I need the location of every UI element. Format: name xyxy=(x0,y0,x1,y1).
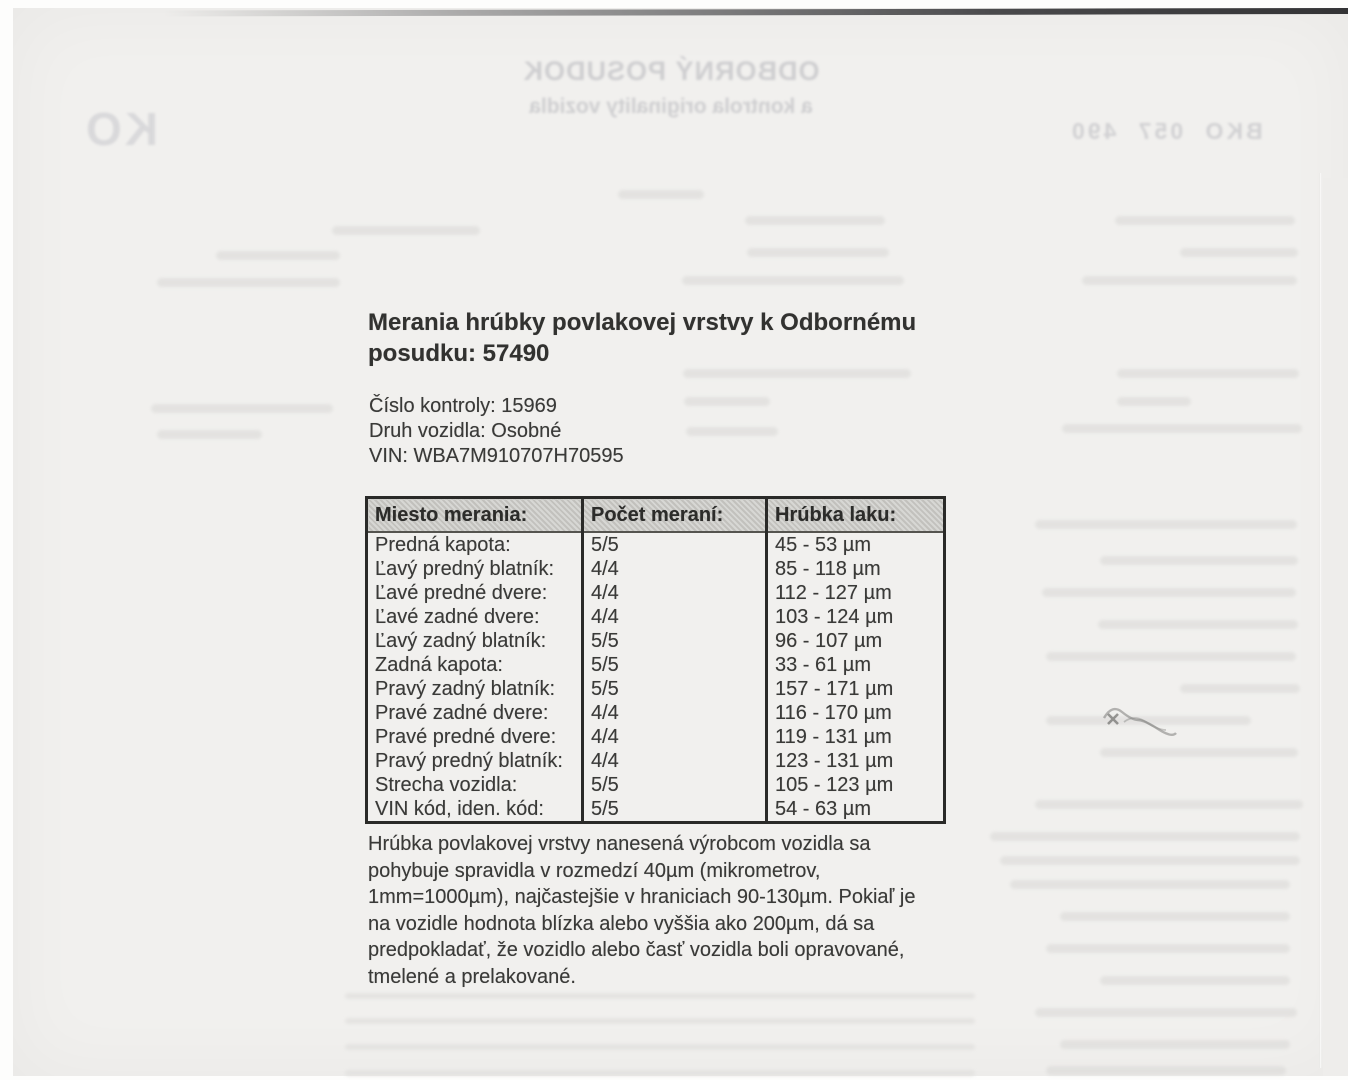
paragraph-line: tmelené a prelakované. xyxy=(368,965,576,988)
ghost-rule xyxy=(345,1044,975,1050)
cell-miesto: Predná kapota: xyxy=(367,532,583,557)
ghost-corner-code: KO xyxy=(83,103,158,155)
cell-hrubka: 103 - 124 µm xyxy=(775,605,894,628)
table-row xyxy=(367,797,945,823)
ghost-heading xyxy=(481,56,861,119)
cell-hrubka: 123 - 131 µm xyxy=(775,749,894,772)
cell-miesto: VIN kód, iden. kód: xyxy=(367,797,583,823)
cell-pocet: 5/5 xyxy=(583,773,767,797)
cell-hrubka: 54 - 63 µm xyxy=(775,797,872,820)
cell-miesto: Pravý predný blatník: xyxy=(367,749,583,773)
cell-pocet: 5/5 xyxy=(583,629,767,653)
cell-pocet: 5/5 xyxy=(583,532,767,557)
ghost-line xyxy=(1035,520,1297,529)
ghost-form-number: BKO 057 490 xyxy=(1069,118,1263,144)
ghost-line xyxy=(1180,684,1300,693)
cell-pocet: 5/5 xyxy=(583,797,767,823)
ghost-line xyxy=(216,251,340,260)
ghost-line xyxy=(151,404,333,413)
scanner-edge-shadow xyxy=(163,8,1348,16)
vehicle-type-line: Druh vozidla: Osobné xyxy=(369,420,562,442)
measurement-table xyxy=(365,496,946,824)
cell-hrubka: 96 - 107 µm xyxy=(775,629,883,652)
ghost-line xyxy=(1117,369,1299,378)
ghost-line xyxy=(990,832,1300,841)
ghost-line xyxy=(1082,276,1297,285)
cell-hrubka: 33 - 61 µm xyxy=(775,653,872,676)
paragraph-line: na vozidle hodnota blízka alebo vyššia ako 200µm, dá sa xyxy=(368,912,875,935)
pencil-smudge xyxy=(1098,696,1188,741)
explanatory-paragraph xyxy=(368,831,1008,990)
report-title-line2: posudku: 57490 xyxy=(368,340,550,367)
cell-miesto: Zadná kapota: xyxy=(367,653,583,677)
paragraph-line: Hrúbka povlakovej vrstvy nanesená výrobcom vozidla sa xyxy=(368,833,871,855)
cell-miesto: Strecha vozidla: xyxy=(367,773,583,797)
ghost-heading-line1: ODBORNÝ POSUDOK xyxy=(522,56,820,86)
cell-hrubka: 45 - 53 µm xyxy=(775,533,872,556)
table-row xyxy=(367,557,945,581)
ghost-line xyxy=(747,248,889,257)
ghost-line xyxy=(683,369,911,378)
vehicle-meta xyxy=(369,394,624,469)
ghost-rule xyxy=(345,993,975,999)
ghost-line xyxy=(1180,248,1298,257)
ghost-line xyxy=(1035,1008,1297,1017)
cell-pocet: 4/4 xyxy=(583,581,767,605)
cell-pocet: 4/4 xyxy=(583,749,767,773)
ghost-line xyxy=(1046,652,1296,661)
cell-hrubka: 85 - 118 µm xyxy=(775,557,881,580)
cell-miesto: Pravé predné dvere: xyxy=(367,725,583,749)
ghost-line xyxy=(1060,1040,1290,1049)
table-row xyxy=(367,677,945,701)
table-row xyxy=(367,605,945,629)
cell-miesto: Pravý zadný blatník: xyxy=(367,677,583,701)
cell-miesto: Ľavé zadné dvere: xyxy=(367,605,583,629)
page-fold-line xyxy=(1319,173,1322,1068)
ghost-line xyxy=(1115,216,1295,225)
ghost-line xyxy=(1060,912,1290,921)
ghost-line xyxy=(1042,588,1296,597)
table-header-row xyxy=(367,498,945,533)
cell-hrubka: 116 - 170 µm xyxy=(775,701,892,724)
cell-pocet: 4/4 xyxy=(583,605,767,629)
ghost-line xyxy=(1035,800,1303,809)
cell-hrubka: 112 - 127 µm xyxy=(775,581,892,604)
header-hrubka: Hrúbka laku: xyxy=(767,498,945,533)
ghost-line xyxy=(745,216,885,225)
ghost-line xyxy=(157,430,262,439)
cell-hrubka: 119 - 131 µm xyxy=(775,725,892,748)
cell-pocet: 5/5 xyxy=(583,677,767,701)
ghost-line xyxy=(1100,748,1298,757)
ghost-line xyxy=(1100,976,1290,985)
control-number-line: Číslo kontroly: 15969 xyxy=(369,395,557,417)
header-miesto: Miesto merania: xyxy=(367,498,583,533)
scanned-page xyxy=(13,8,1348,1076)
cell-pocet: 4/4 xyxy=(583,725,767,749)
cell-miesto: Ľavý zadný blatník: xyxy=(367,629,583,653)
ghost-line xyxy=(618,190,704,199)
ghost-line xyxy=(1098,620,1298,629)
table-row xyxy=(367,701,945,725)
table-row xyxy=(367,532,945,557)
table-row xyxy=(367,773,945,797)
table-row xyxy=(367,629,945,653)
ghost-line xyxy=(1000,856,1300,865)
ghost-line xyxy=(1062,424,1302,433)
paragraph-line: 1mm=1000µm), najčastejšie v hraniciach 90-130µm. Pokiaľ je xyxy=(368,886,916,908)
ghost-line xyxy=(1010,880,1290,889)
cell-hrubka: 105 - 123 µm xyxy=(775,773,894,796)
report-title xyxy=(368,307,916,369)
table-row xyxy=(367,581,945,605)
vin-line: VIN: WBA7M910707H70595 xyxy=(369,445,624,467)
ghost-line xyxy=(682,276,904,285)
header-pocet: Počet meraní: xyxy=(583,498,767,533)
cell-pocet: 5/5 xyxy=(583,653,767,677)
paragraph-line: predpokladať, že vozidlo alebo časť vozidla boli opravované, xyxy=(368,939,905,961)
cell-miesto: Ľavé predné dvere: xyxy=(367,581,583,605)
ghost-line xyxy=(684,397,770,406)
table-row xyxy=(367,653,945,677)
ghost-line xyxy=(1100,556,1298,565)
ghost-line xyxy=(686,427,778,436)
report-title-line1: Merania hrúbky povlakovej vrstvy k Odbornému xyxy=(368,309,917,336)
cell-miesto: Ľavý predný blatník: xyxy=(367,557,583,581)
cell-pocet: 4/4 xyxy=(583,557,767,581)
table-row xyxy=(367,749,945,773)
ghost-heading-line2: a kontrola originality vozidla xyxy=(529,95,813,118)
ghost-line xyxy=(1117,397,1191,406)
cell-miesto: Pravé zadné dvere: xyxy=(367,701,583,725)
cell-hrubka: 157 - 171 µm xyxy=(775,677,894,700)
page-edge-strip xyxy=(1323,178,1348,1076)
paragraph-line: pohybuje spravidla v rozmedzí 40µm (mikrometrov, xyxy=(368,859,821,882)
ghost-line xyxy=(1046,944,1290,953)
cell-pocet: 4/4 xyxy=(583,701,767,725)
ghost-line xyxy=(157,278,340,287)
ghost-rule xyxy=(345,1018,975,1024)
table-row xyxy=(367,725,945,749)
ghost-line xyxy=(332,226,480,235)
ghost-line xyxy=(1046,1066,1286,1075)
ghost-rule xyxy=(345,1070,975,1076)
